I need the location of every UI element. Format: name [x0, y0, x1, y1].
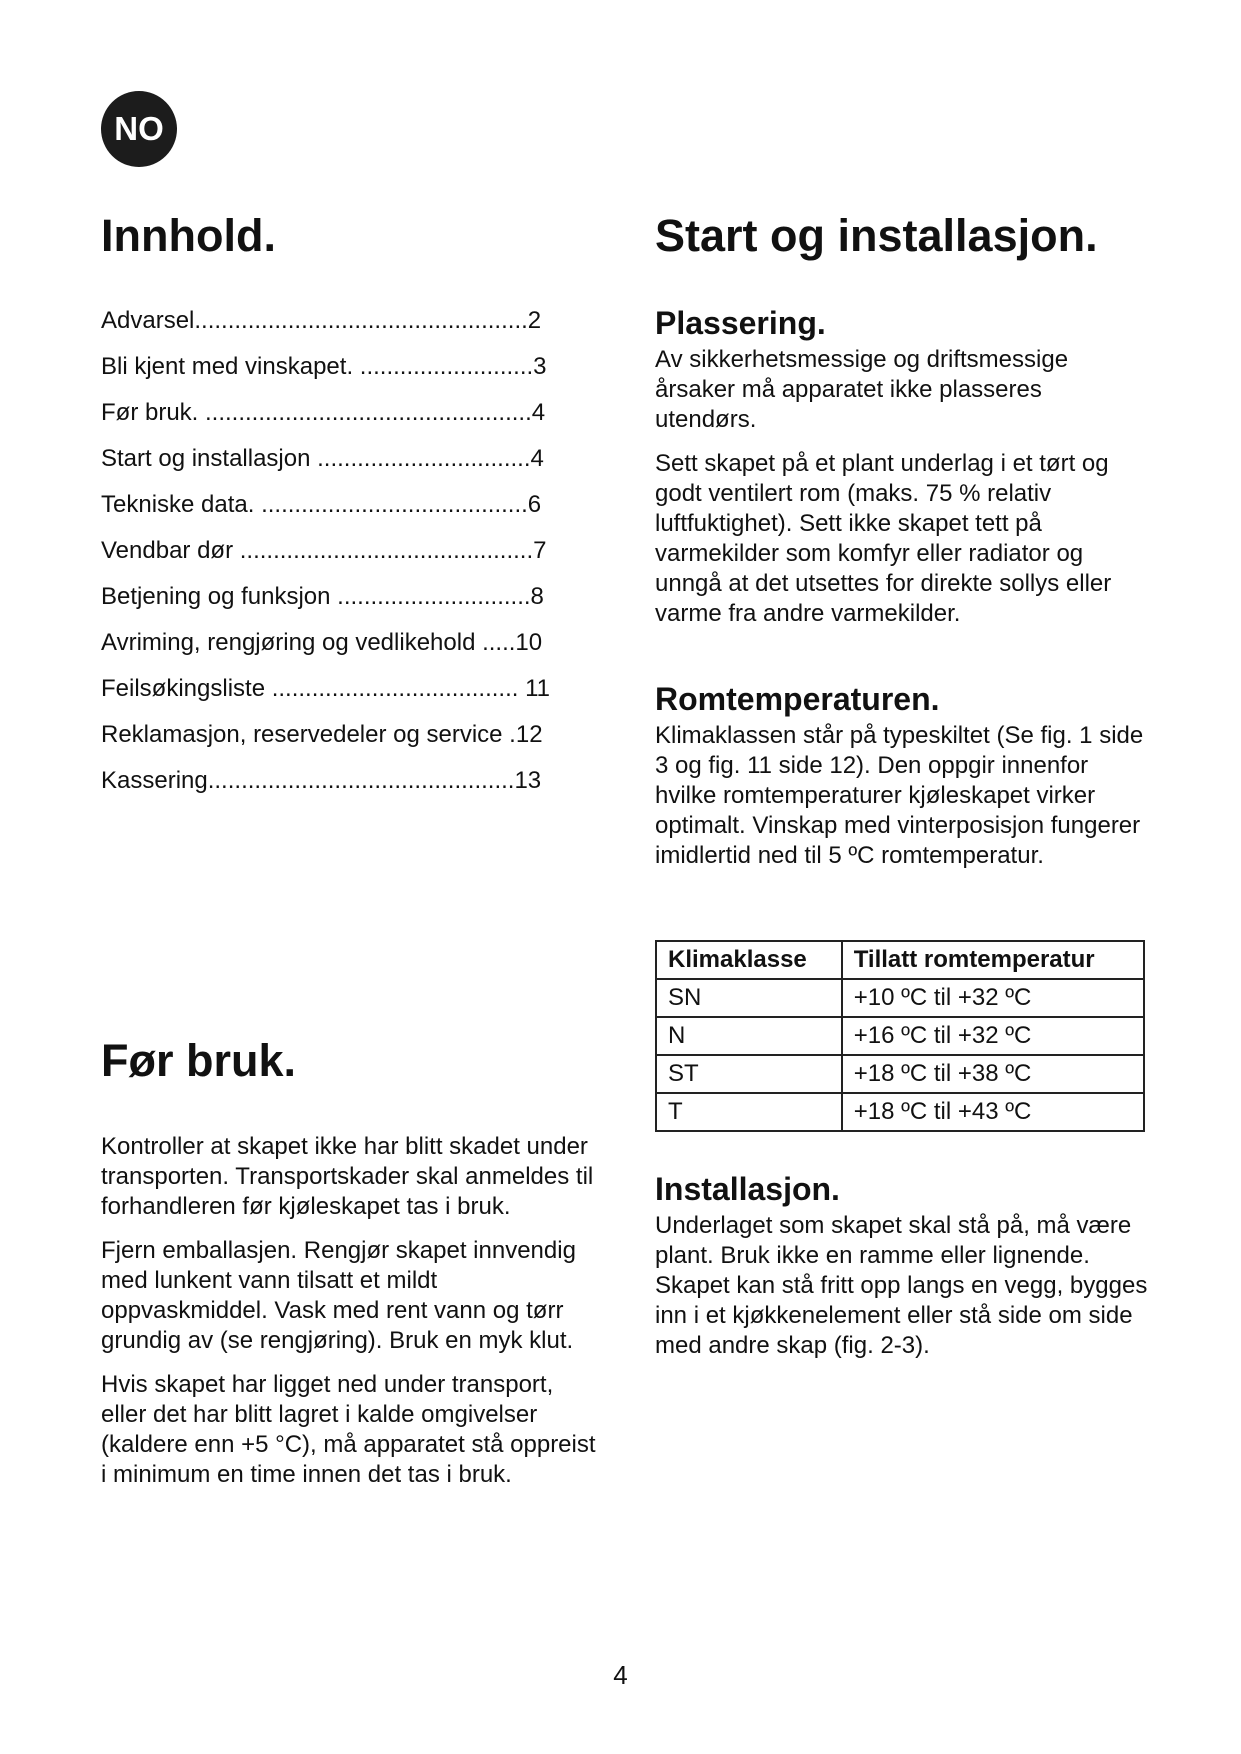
toc-title: Innhold.	[101, 210, 276, 261]
toc-item[interactable]: Feilsøkingsliste ..................................... 11	[101, 675, 551, 702]
toc-item[interactable]: Kassering..............................................13	[101, 767, 542, 794]
toc-item[interactable]: Vendbar dør ............................................7	[101, 537, 547, 564]
table-cell: +18 ºC til +43 ºC	[842, 1093, 1144, 1131]
table-row	[656, 979, 1144, 1017]
toc-item[interactable]: Start og installasjon ................................4	[101, 445, 544, 472]
installasjon-section	[655, 1172, 1149, 1375]
plassering-section	[655, 306, 1149, 643]
table-row	[656, 1093, 1144, 1131]
table-cell: ST	[656, 1055, 842, 1093]
table-header-row	[656, 941, 1144, 979]
installasjon-paragraph: Skapet kan stå fritt opp langs en vegg, bygges inn i et kjøkkenelement eller stå side om side med andre skap (fig. 2-3).	[655, 1272, 1148, 1360]
table-cell: +16 ºC til +32 ºC	[842, 1017, 1144, 1055]
table-cell: +18 ºC til +38 ºC	[842, 1055, 1144, 1093]
toc-item[interactable]: Tekniske data. ........................................6	[101, 491, 542, 518]
table-cell: SN	[656, 979, 842, 1017]
toc-item[interactable]: Betjening og funksjon .............................8	[101, 583, 544, 610]
table-of-contents	[101, 303, 571, 809]
installasjon-heading: Installasjon.	[655, 1171, 840, 1207]
start-title: Start og installasjon.	[655, 210, 1098, 261]
plassering-paragraph: Av sikkerhetsmessige og driftsmessige årsaker må apparatet ikke plasseres utendørs.	[655, 346, 1069, 434]
romtemp-section	[655, 682, 1149, 885]
climate-class-table	[655, 940, 1145, 1132]
toc-item[interactable]: Reklamasjon, reservedeler og service .12	[101, 721, 543, 748]
plassering-heading: Plassering.	[655, 305, 826, 341]
language-badge	[101, 91, 177, 167]
forbruk-paragraph: Kontroller at skapet ikke har blitt skadet under transporten. Transportskader skal anmeldes til forhandleren før kjøleskapet tas i bruk.	[101, 1133, 594, 1220]
toc-item[interactable]: Bli kjent med vinskapet. ..........................3	[101, 353, 547, 380]
toc-item[interactable]: Advarsel..................................................2	[101, 307, 542, 334]
romtemp-heading: Romtemperaturen.	[655, 681, 940, 717]
language-code: NO	[114, 110, 164, 147]
toc-item[interactable]: Avriming, rengjøring og vedlikehold .....10	[101, 629, 543, 656]
table-cell: +10 ºC til +32 ºC	[842, 979, 1144, 1017]
table-header-cell: Tillatt romtemperatur	[842, 941, 1144, 979]
table-row	[656, 1017, 1144, 1055]
table-row	[656, 1055, 1144, 1093]
table-header-cell: Klimaklasse	[656, 941, 842, 979]
installasjon-paragraph: Underlaget som skapet skal stå på, må være plant. Bruk ikke en ramme eller lignende.	[655, 1212, 1132, 1270]
table-cell: T	[656, 1093, 842, 1131]
table-cell: N	[656, 1017, 842, 1055]
forbruk-section	[101, 1132, 601, 1504]
toc-item[interactable]: Før bruk. .................................................4	[101, 399, 546, 426]
plassering-paragraph: Sett skapet på et plant underlag i et tørt og godt ventilert rom (maks. 75 % relativ luftfuktighet). Sett ikke skapet tett på varmekilder som komfyr eller radiator og unngå at det utsettes for direkte sollys eller varme fra andre varmekilder.	[655, 450, 1112, 628]
page-number: 4	[613, 1660, 628, 1690]
forbruk-paragraph: Fjern emballasjen. Rengjør skapet innvendig med lunkent vann tilsatt et mildt oppvaskmiddel. Vask med rent vann og tørr grundig av (se rengjøring). Bruk en myk klut.	[101, 1237, 576, 1354]
forbruk-title: Før bruk.	[101, 1035, 297, 1086]
romtemp-paragraph: Klimaklassen står på typeskiltet (Se fig. 1 side 3 og fig. 11 side 12). Den oppgir innenfor hvilke romtemperaturer kjøleskapet virker optimalt. Vinskap med vinterposisjon fungerer imidlertid ned til 5 ºC romtemperatur.	[655, 722, 1144, 870]
forbruk-paragraph: Hvis skapet har ligget ned under transport, eller det har blitt lagret i kalde omgivelser (kaldere enn +5 °C), må apparatet stå oppreist i minimum en time innen det tas i bruk.	[101, 1371, 596, 1488]
